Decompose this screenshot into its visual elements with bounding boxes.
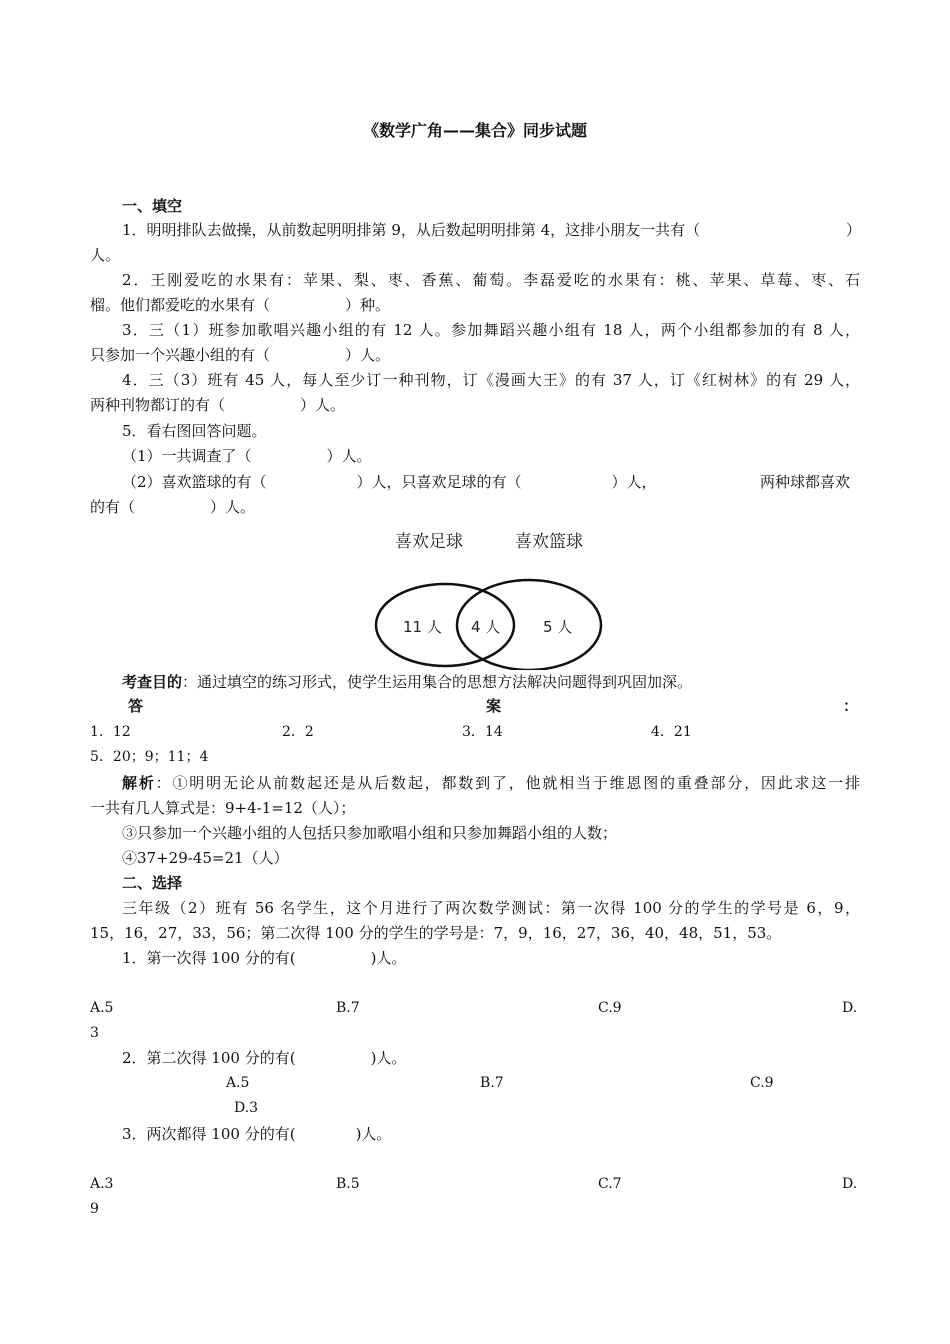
venn-right-only: 5 人 <box>543 618 573 636</box>
purpose-line <box>122 672 692 692</box>
q5-line1: 5．看右图回答问题。 <box>122 422 267 440</box>
analysis-line1 <box>122 773 860 793</box>
venn-overlap: 4 人 <box>471 618 501 636</box>
analysis-line2: 一共有几人算式是：9+4-1=12（人）； <box>90 799 356 817</box>
analysis-label: 解析 <box>122 774 156 792</box>
q5-sub2-line2: 的有（ ）人。 <box>90 498 256 516</box>
q4-line2: 两种刊物都订的有（ ）人。 <box>90 396 346 414</box>
s2-q1-option-a: A.5 <box>90 1000 114 1016</box>
s2-q2: 2．第二次得 100 分的有( )人。 <box>122 1049 407 1067</box>
q1-close-paren: ） <box>846 221 862 239</box>
analysis-text1: ：①明明无论从前数起还是从后数起，都数到了，他就相当于维恩图的重叠部分，因此求这一排 <box>155 774 860 792</box>
q3-line1: 3．三（1）班参加歌唱兴趣小组的有 12 人。参加舞蹈兴趣小组有 18 人，两个小组都参加的有 8 人， <box>122 321 860 339</box>
purpose-text: ：通过填空的练习形式，使学生运用集合的思想方法解决问题得到巩固加深。 <box>182 673 693 691</box>
s2-q2-option-c: C.9 <box>750 1075 774 1091</box>
analysis-line4: ④37+29-45=21（人） <box>122 849 289 867</box>
section2-heading: 二、选择 <box>122 874 183 892</box>
s2-q3: 3．两次都得 100 分的有( )人。 <box>122 1125 392 1143</box>
venn-label-left: 喜欢足球 <box>395 532 463 552</box>
q2-line2: 榴。他们都爱吃的水果有（ ）种。 <box>90 296 391 314</box>
s2-q1-option-d-value: 3 <box>90 1025 99 1041</box>
section1-heading: 一、填空 <box>122 197 183 215</box>
purpose-label: 考查目的 <box>122 673 183 691</box>
answer-2: 2．2 <box>282 724 314 740</box>
q1-line2: 人。 <box>90 246 121 264</box>
venn-diagram <box>360 520 620 670</box>
answer-label-1: 答 <box>128 697 144 715</box>
venn-left-only: 11 人 <box>403 618 442 636</box>
q5-sub1: （1）一共调查了（ ）人。 <box>122 447 372 465</box>
q5-sub2-b: 两种球都喜欢 <box>760 473 851 491</box>
s2-q1-option-b: B.7 <box>336 1000 360 1016</box>
q1-line1: 1．明明排队去做操，从前数起明明排第 9，从后数起明明排第 4，这排小朋友一共有（ <box>122 221 701 239</box>
s2-q3-option-b: B.5 <box>336 1176 360 1192</box>
s2-q2-option-d: D.3 <box>234 1100 259 1116</box>
s2-q1: 1．第一次得 100 分的有( )人。 <box>122 949 407 967</box>
s2-q3-option-d: D. <box>842 1176 858 1192</box>
q2-line1: 2．王刚爱吃的水果有：苹果、梨、枣、香蕉、葡萄。李磊爱吃的水果有：桃、苹果、草莓、枣、石 <box>122 271 860 289</box>
s2-q1-option-c: C.9 <box>598 1000 622 1016</box>
q3-line2: 只参加一个兴趣小组的有（ ）人。 <box>90 346 391 364</box>
s2-q1-option-d: D. <box>842 1000 858 1016</box>
answer-1: 1．12 <box>90 724 131 740</box>
page-title: 《数学广角——集合》同步试题 <box>362 121 587 140</box>
s2-q3-option-c: C.7 <box>598 1176 622 1192</box>
venn-label-right: 喜欢篮球 <box>515 532 583 552</box>
q5-sub2-a: （2）喜欢篮球的有（ ）人，只喜欢足球的有（ ）人， <box>122 473 657 491</box>
answer-label-3: ： <box>843 697 859 715</box>
s2-intro-line1: 三年级（2）班有 56 名学生，这个月进行了两次数学测试：第一次得 100 分的学生的学号是 6，9， <box>122 899 860 917</box>
answer-label-2: 案 <box>486 697 502 715</box>
analysis-line3: ③只参加一个兴趣小组的人包括只参加歌唱小组和只参加舞蹈小组的人数； <box>122 824 618 842</box>
answer-3: 3．14 <box>462 724 503 740</box>
s2-intro-line2: 15，16，27，33，56；第二次得 100 分的学生的学号是：7，9，16，27，36，40，48，51，53。 <box>90 924 782 942</box>
s2-q2-option-a: A.5 <box>226 1075 250 1091</box>
s2-q3-option-a: A.3 <box>90 1176 114 1192</box>
answer-4: 4．21 <box>651 724 692 740</box>
answer-5: 5．20；9；11；4 <box>90 749 209 765</box>
q4-line1: 4．三（3）班有 45 人，每人至少订一种刊物，订《漫画大王》的有 37 人，订《红树林》的有 29 人， <box>122 371 860 389</box>
s2-q2-option-b: B.7 <box>480 1075 504 1091</box>
s2-q3-option-d-value: 9 <box>90 1201 99 1217</box>
